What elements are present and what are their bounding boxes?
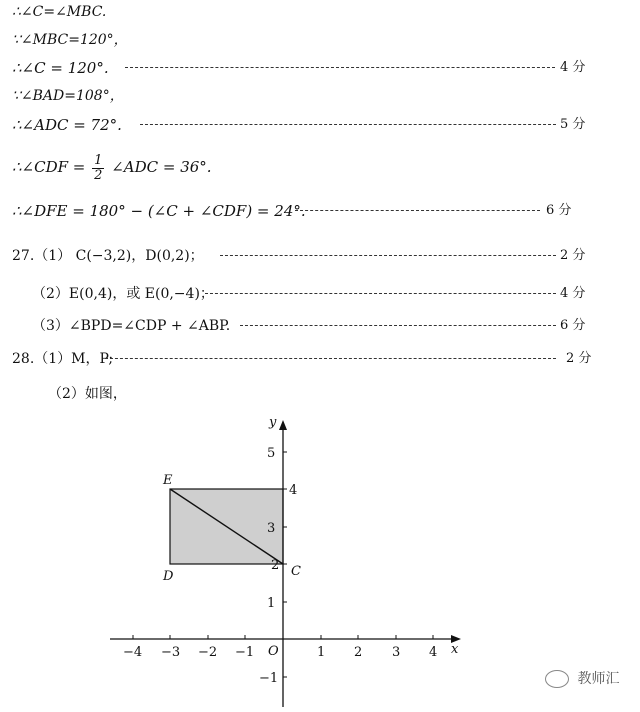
y-tick-label: 5	[267, 446, 276, 461]
solution-line-4: ∵∠BAD=108°，	[12, 88, 124, 104]
solution-line-12: （2）如图，	[48, 386, 127, 402]
solution-line-10: （3）∠BPD=∠CDP + ∠ABP. 6 分	[32, 318, 586, 334]
watermark-text: 教师汇	[577, 671, 620, 687]
x-tick-label: −1	[235, 645, 255, 660]
point-label-d: D	[163, 569, 174, 584]
y-axis-label: y	[269, 415, 277, 430]
x-tick-label: −3	[161, 645, 181, 660]
watermark	[545, 668, 619, 688]
solution-line-6: ∴∠CDF = $\frac{1}{2}$ ∠ADC = 36°.	[12, 152, 212, 183]
solution-line-1: ∴∠C=∠MBC.	[12, 4, 107, 20]
y-tick-label: 1	[267, 596, 276, 611]
x-axis-label: x	[451, 642, 459, 657]
x-tick-label: 4	[429, 645, 438, 660]
y-tick-label: −1	[259, 671, 279, 686]
solution-line-3: ∴∠C = 120°. 4 分	[12, 59, 586, 77]
x-tick-label: 1	[317, 645, 326, 660]
solution-line-5: ∴∠ADC = 72°. 5 分	[12, 116, 586, 134]
solution-line-7: ∴∠DFE = 180° − (∠C + ∠CDF) = 24°. 6 分	[12, 202, 572, 220]
y-axis-arrow	[279, 420, 287, 430]
y-tick-label: 4	[289, 483, 298, 498]
point-label-c: C	[291, 564, 301, 579]
y-tick-label: 2	[271, 558, 280, 573]
origin-label: O	[268, 644, 279, 659]
x-tick-label: −2	[198, 645, 218, 660]
coordinate-figure	[95, 412, 475, 712]
point-label-e: E	[163, 473, 173, 488]
wechat-icon	[545, 670, 569, 688]
x-tick-label: 3	[392, 645, 401, 660]
fraction-half: $\frac{1}{2}$	[94, 152, 103, 183]
x-tick-label: −4	[123, 645, 143, 660]
y-tick-label: 3	[267, 521, 276, 536]
solution-line-8: 27.（1） C(−3,2)，D(0,2)； 2 分	[12, 248, 586, 264]
solution-line-9: （2）E(0,4)，或 E(0,−4)； 4 分	[32, 286, 586, 302]
solution-line-2: ∵∠MBC=120°，	[12, 32, 128, 48]
x-tick-label: 2	[354, 645, 363, 660]
solution-line-11: 28.（1）M，P; 2 分	[12, 351, 592, 367]
